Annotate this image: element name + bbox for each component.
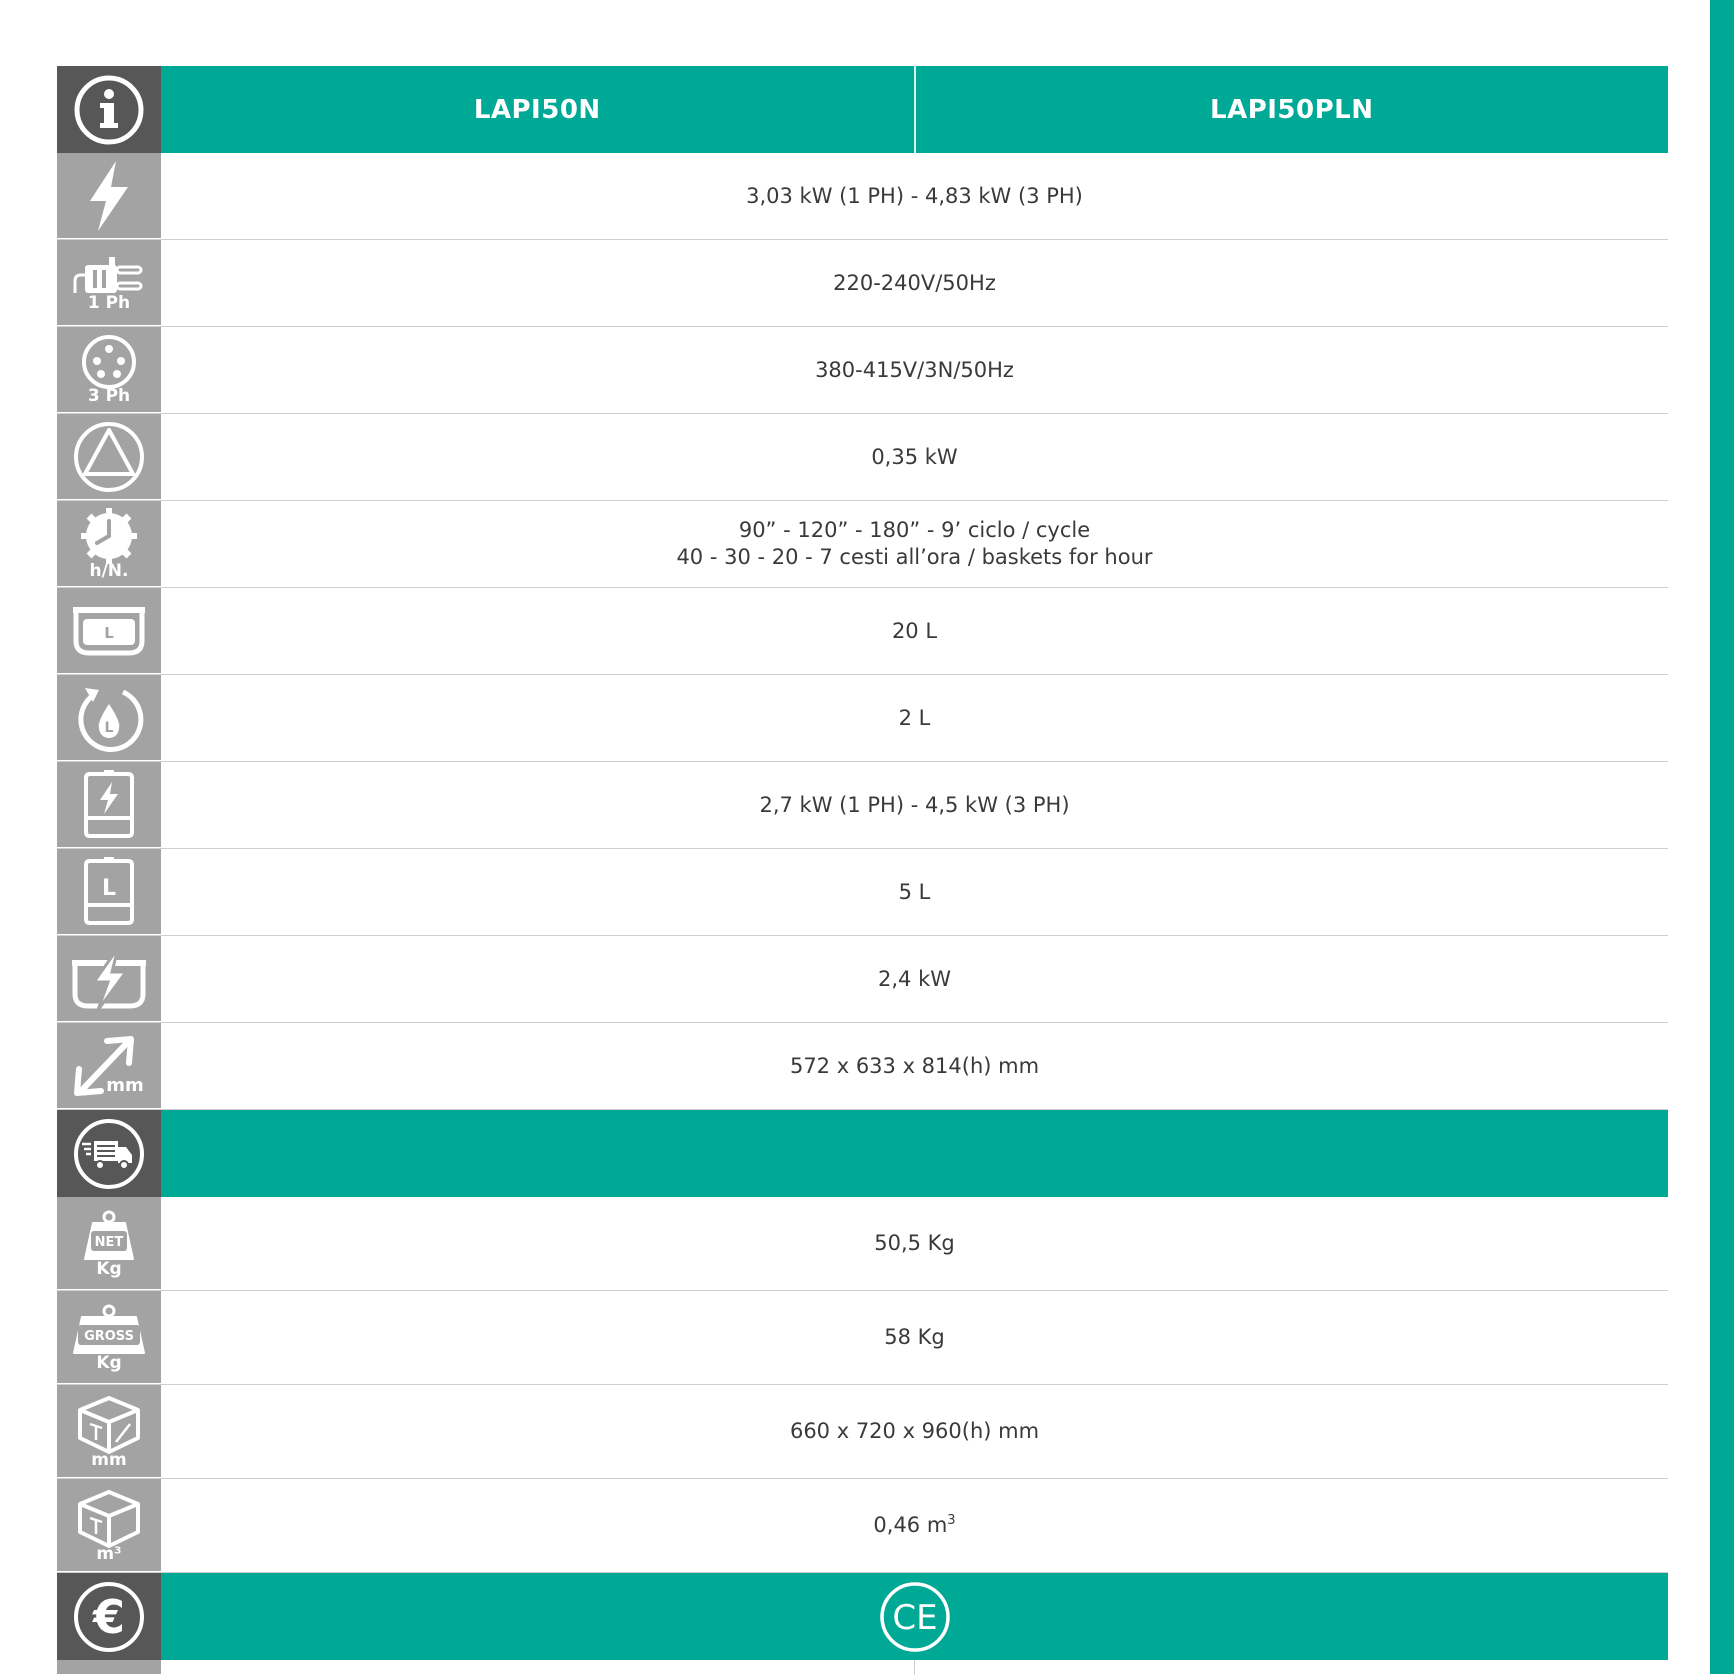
spec-row-dimensions — [57, 1023, 1668, 1110]
spec-value: 660 x 720 x 960(h) mm — [789, 1419, 1040, 1443]
bottom-partial-row — [57, 1660, 1668, 1675]
spec-row-net-weight — [57, 1197, 1668, 1291]
spec-row-pump — [57, 414, 1668, 501]
spec-row-boiler-power — [57, 762, 1668, 849]
boiler-power-icon — [82, 770, 136, 840]
model-name-1: LAPI50N — [473, 94, 601, 125]
right-accent-stripe — [1710, 0, 1734, 1674]
bottom-col-2 — [914, 1660, 1668, 1675]
spec-value: 0,35 kW — [871, 444, 958, 469]
icon-cell — [57, 327, 161, 413]
icon-caption: 1 Ph — [87, 293, 131, 313]
header-row — [57, 66, 1668, 153]
icon-cell — [57, 1197, 161, 1290]
spec-value — [161, 1479, 1668, 1572]
icon-cell — [57, 501, 161, 587]
svg-text:€: € — [92, 1589, 126, 1644]
icon-cell — [57, 762, 161, 848]
spec-value: 380-415V/3N/50Hz — [815, 357, 1014, 382]
spec-value: 220-240V/50Hz — [833, 270, 996, 295]
spec-value: 2,7 kW (1 PH) - 4,5 kW (3 PH) — [759, 792, 1070, 817]
icon-cell — [57, 414, 161, 500]
packed-volume-text: 0,46 $m^3$ — [873, 1513, 956, 1537]
spec-row-single-phase — [57, 240, 1668, 327]
svg-text:L: L — [104, 623, 114, 642]
icon-cell — [57, 675, 161, 761]
water-cycle-icon — [73, 682, 145, 754]
svg-text:L: L — [101, 875, 117, 901]
icon-cell — [57, 588, 161, 674]
spec-value: 58 Kg — [884, 1325, 945, 1349]
boiler-capacity-icon — [82, 857, 136, 927]
spec-table — [57, 66, 1668, 1675]
dimensions-arrow-icon — [71, 1033, 147, 1099]
icon-cell — [57, 1573, 161, 1660]
icon-caption: Kg — [96, 1352, 122, 1373]
spec-value — [161, 501, 1668, 587]
spec-value-line-1: 90” - 120” - 180” - 9’ ciclo / cycle — [738, 518, 1091, 542]
tank-capacity-icon — [71, 603, 147, 659]
svg-text:mm: mm — [106, 1074, 144, 1096]
icon-cell — [57, 1660, 161, 1675]
spec-row-total-power — [57, 153, 1668, 240]
package-dimensions-icon — [76, 1394, 142, 1454]
icon-cell — [57, 1291, 161, 1384]
spec-value: 5 L — [898, 879, 931, 904]
icon-cell — [57, 240, 161, 326]
shipping-header-row — [57, 1110, 1668, 1197]
tank-heating-icon — [70, 946, 148, 1012]
spec-row-packed-dimensions — [57, 1385, 1668, 1479]
info-icon — [73, 74, 145, 146]
icon-cell — [57, 153, 161, 239]
plug-icon — [71, 253, 147, 297]
ce-mark-icon — [879, 1581, 951, 1653]
svg-text:NET: NET — [94, 1234, 124, 1250]
spec-row-gross-weight — [57, 1291, 1668, 1385]
icon-caption: Kg — [96, 1258, 122, 1279]
icon-caption: 3 Ph — [87, 386, 131, 406]
pump-icon — [72, 420, 146, 494]
bottom-col-1 — [161, 1660, 914, 1675]
spec-value: 20 L — [891, 618, 938, 643]
certification-band — [161, 1573, 1668, 1660]
icon-cell — [57, 1023, 161, 1109]
spec-value-line-2: 40 - 30 - 20 - 7 cesti all’ora / baskets for hour — [676, 545, 1153, 569]
certification-row — [57, 1573, 1668, 1660]
icon-cell — [57, 936, 161, 1022]
spec-value: 2,4 kW — [878, 966, 951, 991]
icon-cell — [57, 1110, 161, 1197]
spec-row-cycle — [57, 501, 1668, 588]
spec-row-three-phase — [57, 327, 1668, 414]
spec-value: 2 L — [898, 705, 931, 730]
svg-text:GROSS: GROSS — [84, 1328, 134, 1344]
spec-row-tank-capacity — [57, 588, 1668, 675]
spec-row-packed-volume — [57, 1479, 1668, 1573]
info-icon-cell — [57, 66, 161, 153]
spec-value: 572 x 633 x 814(h) mm — [789, 1053, 1040, 1078]
icon-caption: m³ — [96, 1543, 122, 1564]
svg-text:L: L — [104, 719, 114, 736]
spec-value: 3,03 kW (1 PH) - 4,83 kW (3 PH) — [746, 183, 1083, 208]
shipping-band — [161, 1110, 1668, 1197]
spec-value: 50,5 Kg — [874, 1231, 955, 1255]
bottom-split — [161, 1660, 1668, 1675]
cycle-clock-gear-icon — [79, 507, 139, 565]
icon-cell — [57, 849, 161, 935]
spec-row-water-per-cycle — [57, 675, 1668, 762]
euro-icon — [72, 1580, 146, 1654]
net-weight-icon — [81, 1209, 137, 1263]
icon-caption: mm — [91, 1449, 127, 1470]
three-phase-socket-icon — [79, 334, 139, 390]
icon-caption: h/N. — [89, 561, 129, 581]
package-volume-icon — [76, 1488, 142, 1548]
svg-text:CE: CE — [891, 1597, 938, 1638]
icon-cell — [57, 1385, 161, 1478]
lightning-icon — [84, 159, 134, 233]
spec-row-tank-heating — [57, 936, 1668, 1023]
icon-cell — [57, 1479, 161, 1572]
delivery-truck-icon — [72, 1117, 146, 1191]
spec-row-boiler-capacity — [57, 849, 1668, 936]
model-header — [161, 66, 1668, 153]
model-name-2: LAPI50PLN — [914, 66, 1669, 153]
gross-weight-icon — [72, 1303, 146, 1357]
